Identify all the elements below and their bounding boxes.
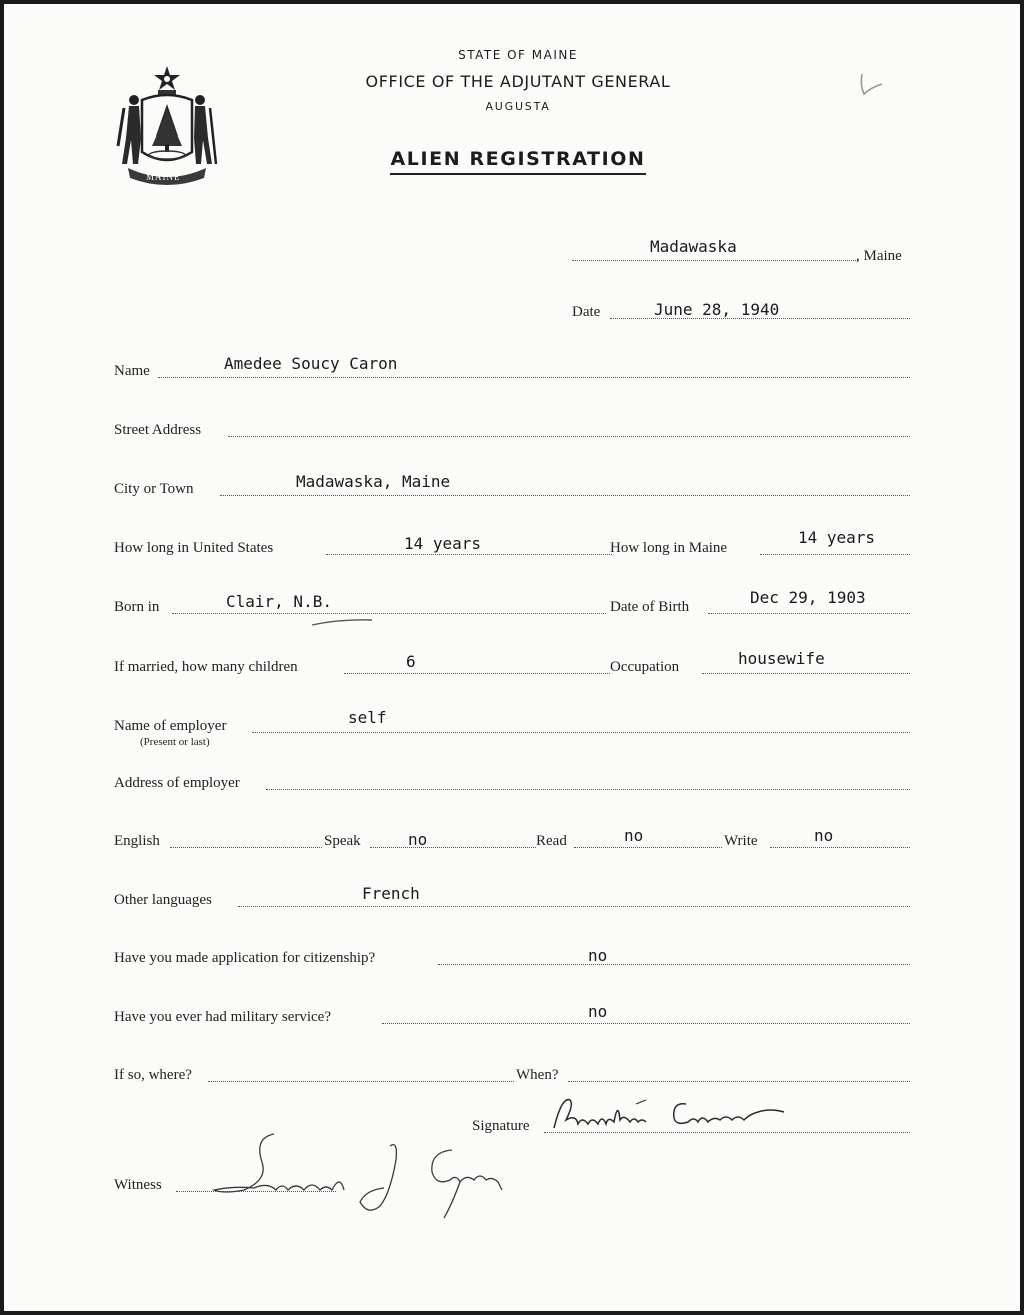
- occupation-value[interactable]: housewife: [738, 649, 825, 668]
- underline-mark-icon: [310, 616, 374, 628]
- speak-label: Speak: [324, 833, 361, 849]
- children-label: If married, how many children: [114, 659, 298, 675]
- other-languages-value[interactable]: French: [362, 884, 420, 903]
- write-value[interactable]: no: [814, 826, 834, 845]
- speak-line: [370, 847, 536, 848]
- write-line: [770, 847, 910, 848]
- where-line: [208, 1081, 514, 1082]
- name-label: Name: [114, 363, 150, 379]
- born-label: Born in: [114, 599, 160, 615]
- citizenship-line: [438, 964, 910, 965]
- witness-label: Witness: [114, 1177, 162, 1193]
- born-value[interactable]: Clair, N.B.: [226, 592, 332, 611]
- occupation-label: Occupation: [610, 659, 680, 675]
- when-label: When?: [516, 1067, 559, 1083]
- military-value[interactable]: no: [588, 1002, 608, 1021]
- employer-address-line: [266, 789, 910, 790]
- read-value[interactable]: no: [624, 826, 644, 845]
- town-value[interactable]: Madawaska: [650, 237, 737, 256]
- dob-value[interactable]: Dec 29, 1903: [750, 588, 866, 607]
- signature-label: Signature: [472, 1118, 530, 1134]
- city-label: City or Town: [114, 481, 194, 497]
- date-value[interactable]: June 28, 1940: [654, 300, 780, 319]
- where-label: If so, where?: [114, 1067, 192, 1083]
- how-long-us-label: How long in United States: [114, 540, 274, 556]
- seal-text: MAINE: [146, 172, 181, 182]
- occupation-line: [702, 673, 910, 674]
- citizenship-value[interactable]: no: [588, 946, 608, 965]
- employer-value[interactable]: self: [348, 708, 387, 727]
- employer-label: Name of employer: [114, 718, 227, 734]
- dob-line: [708, 613, 910, 614]
- when-line: [568, 1081, 910, 1082]
- write-label: Write: [724, 833, 758, 849]
- employer-sub-label: (Present or last): [140, 736, 210, 748]
- city-line: [220, 495, 910, 496]
- how-long-us-value[interactable]: 14 years: [404, 534, 482, 553]
- how-long-maine-line: [760, 554, 910, 555]
- military-label: Have you ever had military service?: [114, 1009, 331, 1025]
- children-line: [344, 673, 610, 674]
- how-long-us-line: [326, 554, 612, 555]
- other-languages-label: Other languages: [114, 892, 212, 908]
- english-label: English: [114, 833, 160, 849]
- registration-form: [4, 4, 1020, 1311]
- town-label: , Maine: [856, 248, 902, 264]
- signature-handwriting-icon[interactable]: [548, 1090, 798, 1136]
- witness-signature-handwriting-icon[interactable]: [184, 1124, 514, 1224]
- name-value[interactable]: Amedee Soucy Caron: [224, 354, 398, 373]
- military-line: [382, 1023, 910, 1024]
- street-label: Street Address: [114, 422, 202, 438]
- city-heading: AUGUSTA: [485, 100, 551, 113]
- other-languages-line: [238, 906, 910, 907]
- city-value[interactable]: Madawaska, Maine: [296, 472, 451, 491]
- employer-line: [252, 732, 910, 733]
- office-heading: OFFICE OF THE ADJUTANT GENERAL: [365, 72, 671, 91]
- read-line: [574, 847, 722, 848]
- street-line: [228, 436, 910, 437]
- town-line: [572, 260, 858, 261]
- born-line: [172, 613, 606, 614]
- dob-label: Date of Birth: [610, 599, 690, 615]
- name-line: [158, 377, 910, 378]
- children-value[interactable]: 6: [406, 652, 416, 671]
- read-label: Read: [536, 833, 567, 849]
- citizenship-label: Have you made application for citizenship?: [114, 950, 376, 966]
- state-heading: STATE OF MAINE: [458, 48, 578, 62]
- speak-value[interactable]: no: [408, 830, 428, 849]
- form-title: [10, 148, 1020, 170]
- employer-address-label: Address of employer: [114, 775, 240, 791]
- how-long-maine-value[interactable]: 14 years: [798, 528, 876, 547]
- date-label: Date: [572, 304, 601, 320]
- english-line: [170, 847, 322, 848]
- form-title-text: ALIEN REGISTRATION: [390, 148, 645, 175]
- how-long-maine-label: How long in Maine: [610, 540, 728, 556]
